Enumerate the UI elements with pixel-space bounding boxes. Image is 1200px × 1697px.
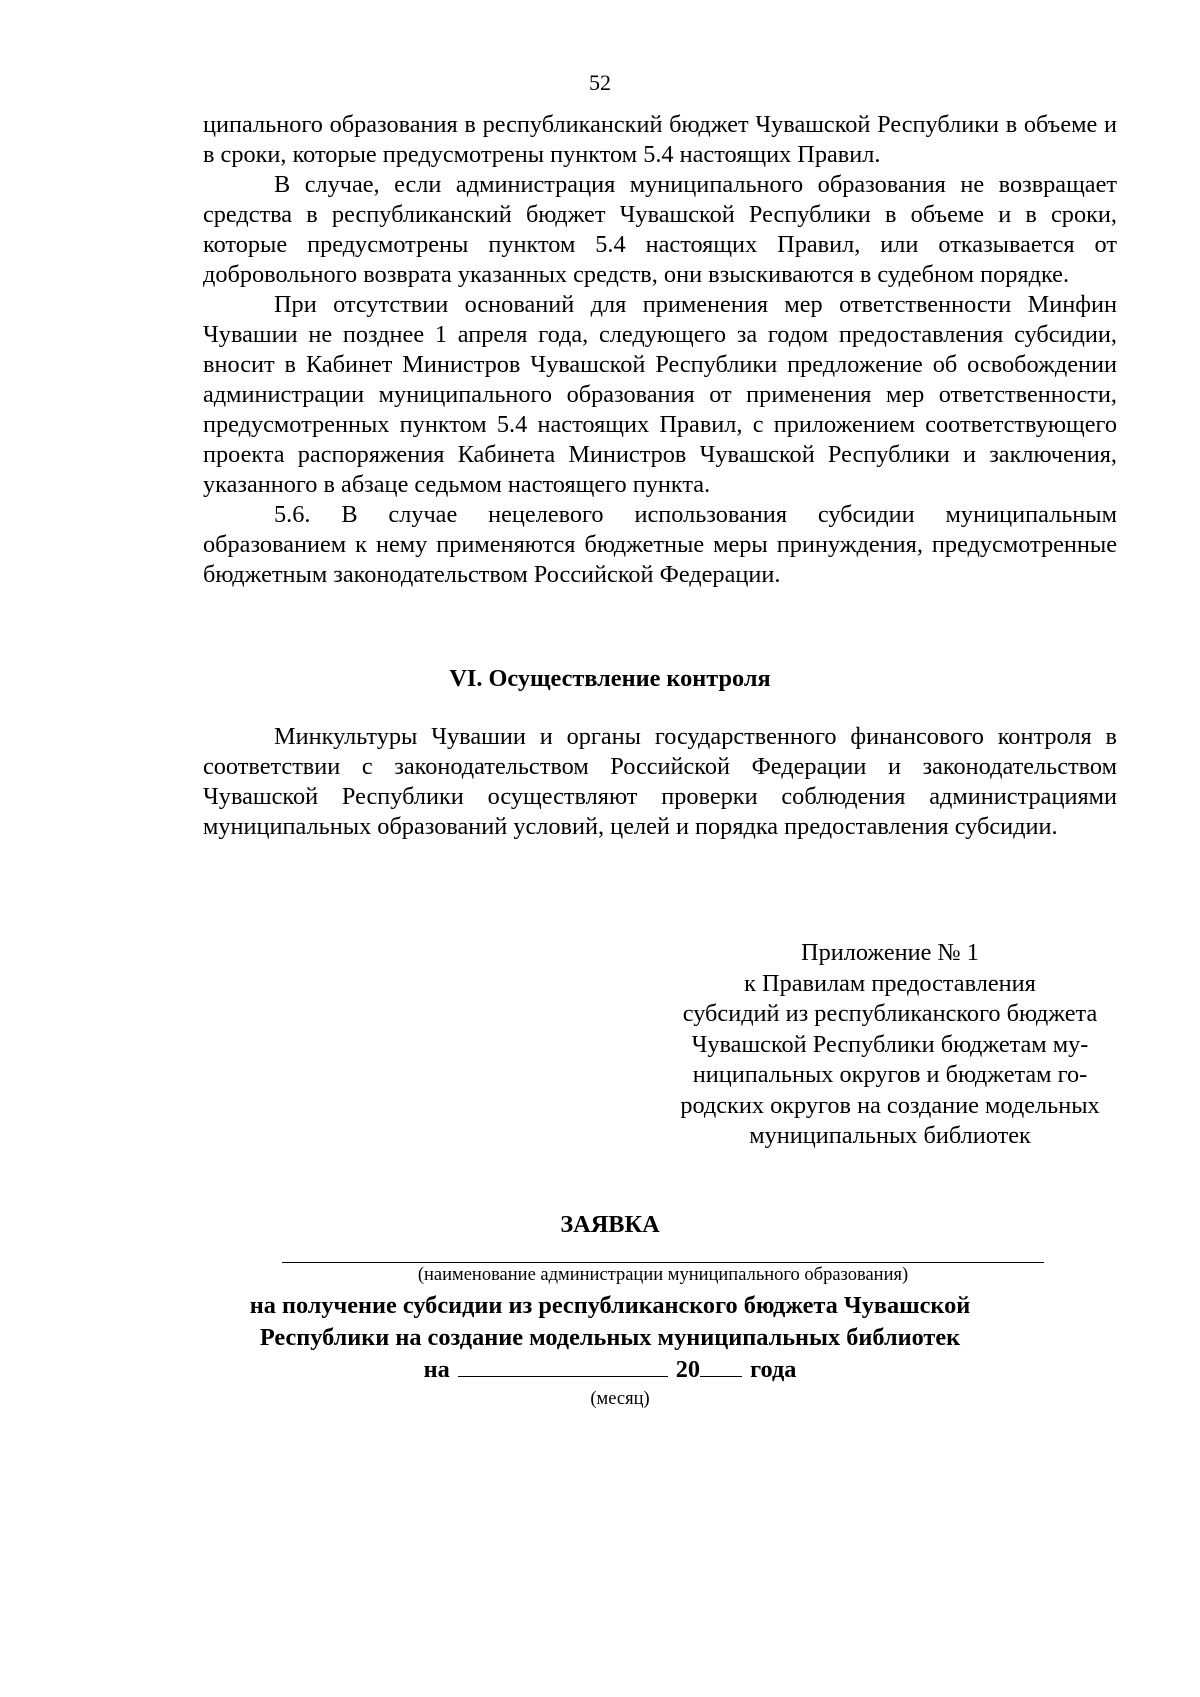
paragraph-refund: В случае, если администрация муниципального образования не возвращает средства в республиканский бюджет Чувашской Республики в объеме и в сроки, которые предусмотрены пунктом 5.4 настоящих Правил, или отказывается от добровольного возврата указанных средств, они взыскиваются в судебном порядке. bbox=[203, 171, 1117, 288]
form-period bbox=[0, 1354, 1200, 1386]
month-caption: (месяц) bbox=[590, 1389, 650, 1409]
page-number: 52 bbox=[589, 70, 611, 95]
appendix-line: ниципальных округов и бюджетам го- bbox=[692, 1061, 1088, 1088]
purpose-line: Республики на создание модельных муниципальных библиотек bbox=[259, 1324, 961, 1351]
paragraph-exemption: При отсутствии оснований для применения мер ответственности Минфин Чувашии не позднее 1 апреля года, следующего за годом предоставления субсидии, вносит в Кабинет Министров Чувашской Республики предложение об освобождении администрации муниципального образования от применения мер ответственности, предусмотренных пунктом 5.4 настоящих Правил, с приложением соответствующего проекта распоряжения Кабинета Министров Чувашской Республики и заключения, указанного в абзаце седьмом настоящего пункта. bbox=[203, 291, 1117, 498]
year-prefix: 20 bbox=[675, 1356, 701, 1383]
appendix-line: к Правилам предоставления bbox=[744, 969, 1036, 997]
paragraph-misuse: 5.6. В случае нецелевого использования субсидии муниципальным образованием к нему применяются бюджетные меры принуждения, предусмотренные бюджетным законодательством Российской Федерации. bbox=[203, 501, 1117, 588]
paragraph-continuation: ципального образования в республиканский бюджет Чувашской Республики в объеме и в сроки, которые предусмотрены пунктом 5.4 настоящих Правил. bbox=[203, 111, 1117, 168]
paragraph-control: Минкультуры Чувашии и органы государственного финансового контроля в соответствии с законодательством Российской Федерации и законодательством Чувашской Республики осуществляют проверки соблюдения администрациями муниципальных образований условий, целей и порядка предоставления субсидии. bbox=[203, 723, 1117, 840]
section-title: VI. Осуществление контроля bbox=[449, 665, 771, 692]
appendix-line: муниципальных библиотек bbox=[749, 1122, 1031, 1149]
appendix-line: субсидий из республиканского бюджета bbox=[682, 1000, 1098, 1027]
section-body bbox=[203, 722, 1117, 842]
year-blank-line bbox=[700, 1356, 742, 1377]
appendix-line: родских округов на создание модельных bbox=[680, 1091, 1100, 1119]
purpose-line: на получение субсидии из республиканского бюджета Чувашской bbox=[249, 1292, 971, 1319]
period-suffix: года bbox=[750, 1356, 797, 1383]
appendix-line: Чувашской Республики бюджетам му- bbox=[691, 1030, 1089, 1058]
body-text bbox=[203, 110, 1117, 590]
period-prefix: на bbox=[423, 1356, 450, 1383]
form-title: ЗАЯВКА bbox=[560, 1211, 660, 1238]
month-blank-line bbox=[458, 1356, 668, 1377]
org-name-blank-line bbox=[282, 1262, 1044, 1263]
appendix-block bbox=[655, 938, 1125, 1152]
appendix-line: Приложение № 1 bbox=[801, 939, 979, 966]
org-name-caption: (наименование администрации муниципального образования) bbox=[417, 1265, 909, 1285]
form-purpose bbox=[0, 1290, 1200, 1354]
